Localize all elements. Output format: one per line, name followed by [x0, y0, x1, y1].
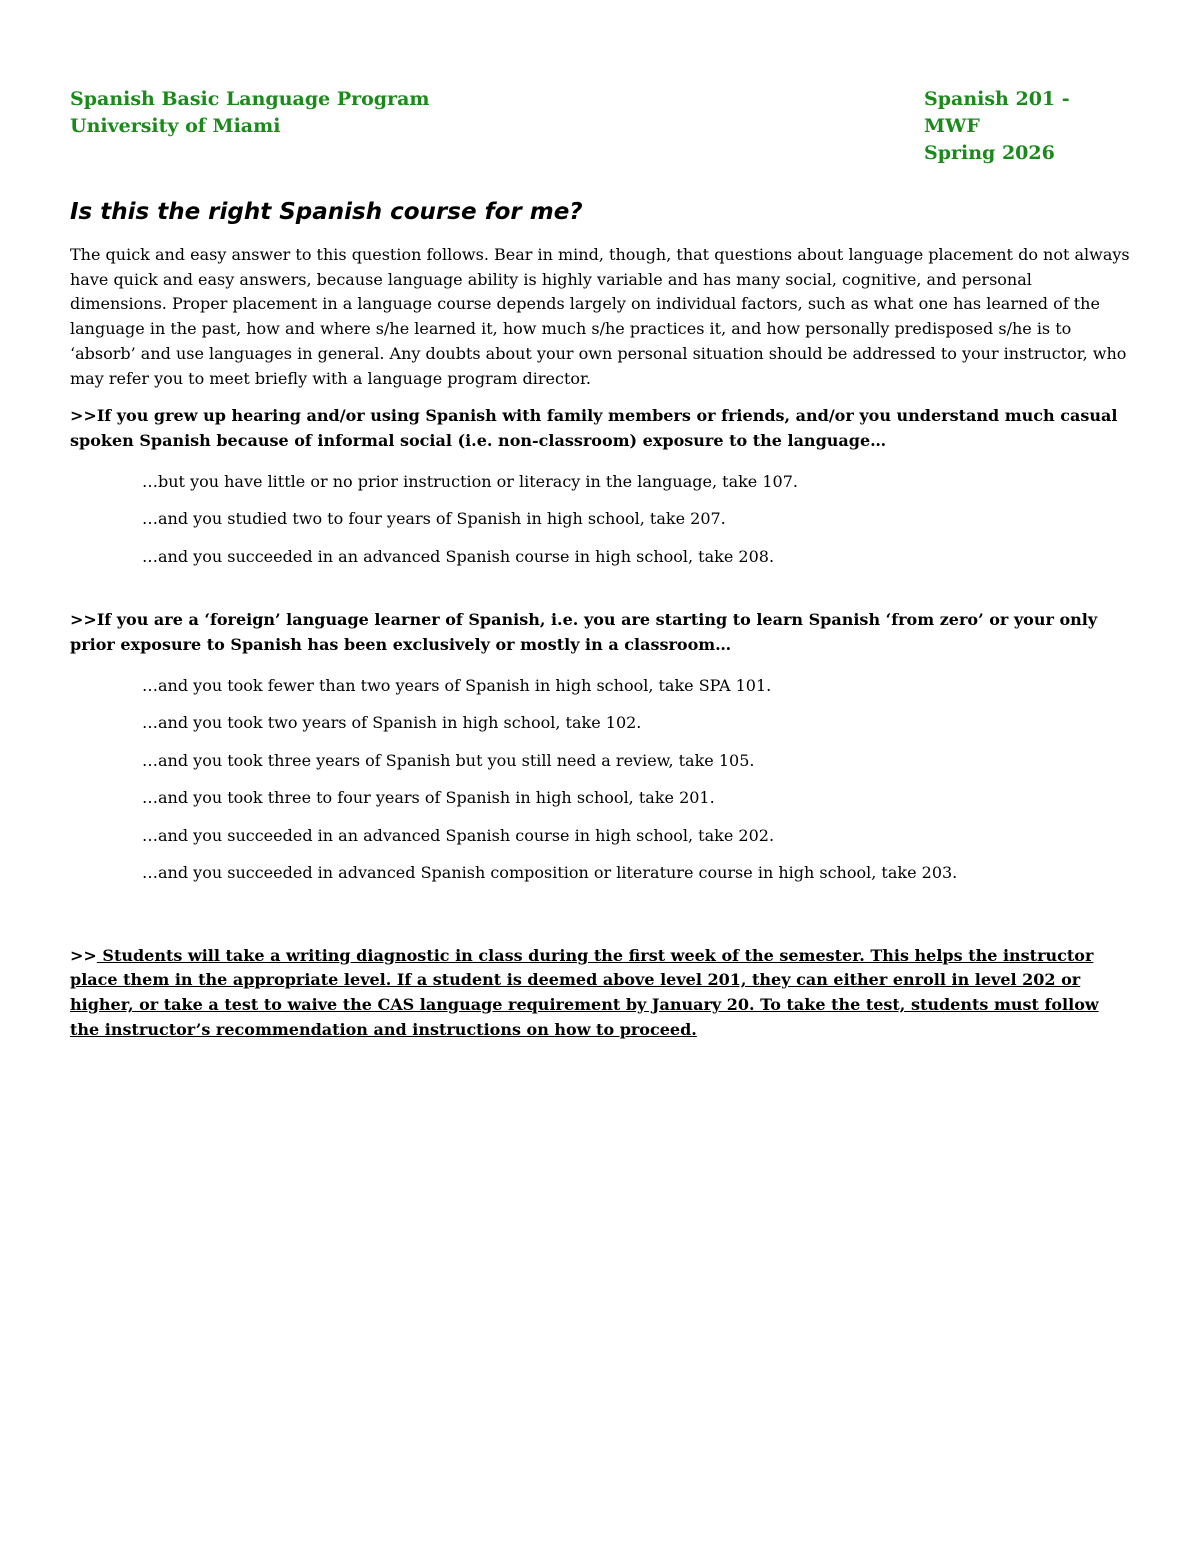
heritage-option-207: …and you studied two to four years of Spanish in high school, take 207. — [142, 509, 726, 529]
foreign-option-201: …and you took three to four years of Spanish in high school, take 201. — [142, 788, 715, 808]
note-text: Students will take a writing diagnostic in class during the first week of the semester. This helps the instructor place them in the appropriate level. If a student is deemed above level 201, they can either enroll in level 202 or higher, or take a test to waive the CAS language requirement by January 20. To take the test, students must follow the instructor’s recommendation and instructions on how to proceed. — [70, 945, 1099, 1039]
course-name: Spanish 201 - MWF — [924, 88, 1070, 137]
program-name: Spanish Basic Language Program — [70, 88, 430, 110]
foreign-lead: >>If you are a ‘foreign’ language learner of Spanish, i.e. you are starting to learn Spanish ‘from zero’ or your only prior exposure to Spanish has been exclusively or mostly in a classroom… — [70, 610, 1098, 654]
term-name: Spring 2026 — [924, 142, 1055, 164]
header-left — [70, 86, 430, 167]
foreign-option-202: …and you succeeded in an advanced Spanish course in high school, take 202. — [142, 825, 775, 845]
heritage-option-208: …and you succeeded in an advanced Spanish course in high school, take 208. — [142, 546, 775, 566]
note-prefix: >> — [70, 945, 97, 965]
heritage-lead: >>If you grew up hearing and/or using Spanish with family members or friends, and/or you understand much casual spoken Spanish because of informal social (i.e. non-classroom) exposure to the language… — [70, 406, 1118, 450]
intro-paragraph: The quick and easy answer to this question follows. Bear in mind, though, that questions about language placement do not always have quick and easy answers, because language ability is highly variable and has many social, cognitive, and personal dimensions. Proper placement in a language course depends largely on individual factors, such as what one has learned of the language in the past, how and where s/he learned it, how much s/he practices it, and how personally predisposed s/he is to ‘absorb’ and use languages in general. Any doubts about your own personal situation should be addressed to your instructor, who may refer you to meet briefly with a language program director. — [70, 245, 1130, 388]
page-title: Is this the right Spanish course for me? — [70, 199, 583, 225]
foreign-option-102: …and you took two years of Spanish in high school, take 102. — [142, 713, 642, 733]
university-name: University of Miami — [70, 115, 281, 137]
heritage-options — [70, 470, 1130, 583]
foreign-options — [70, 674, 1130, 899]
foreign-option-203: …and you succeeded in advanced Spanish composition or literature course in high school, take 203. — [142, 863, 958, 883]
document-page — [70, 86, 1130, 1042]
header-right — [924, 86, 1130, 167]
foreign-option-101: …and you took fewer than two years of Spanish in high school, take SPA 101. — [142, 675, 772, 695]
document-header — [70, 86, 1130, 167]
diagnostic-note — [70, 944, 1130, 1043]
heritage-option-107: …but you have little or no prior instruction or literacy in the language, take 107. — [142, 471, 798, 491]
foreign-option-105: …and you took three years of Spanish but you still need a review, take 105. — [142, 750, 755, 770]
